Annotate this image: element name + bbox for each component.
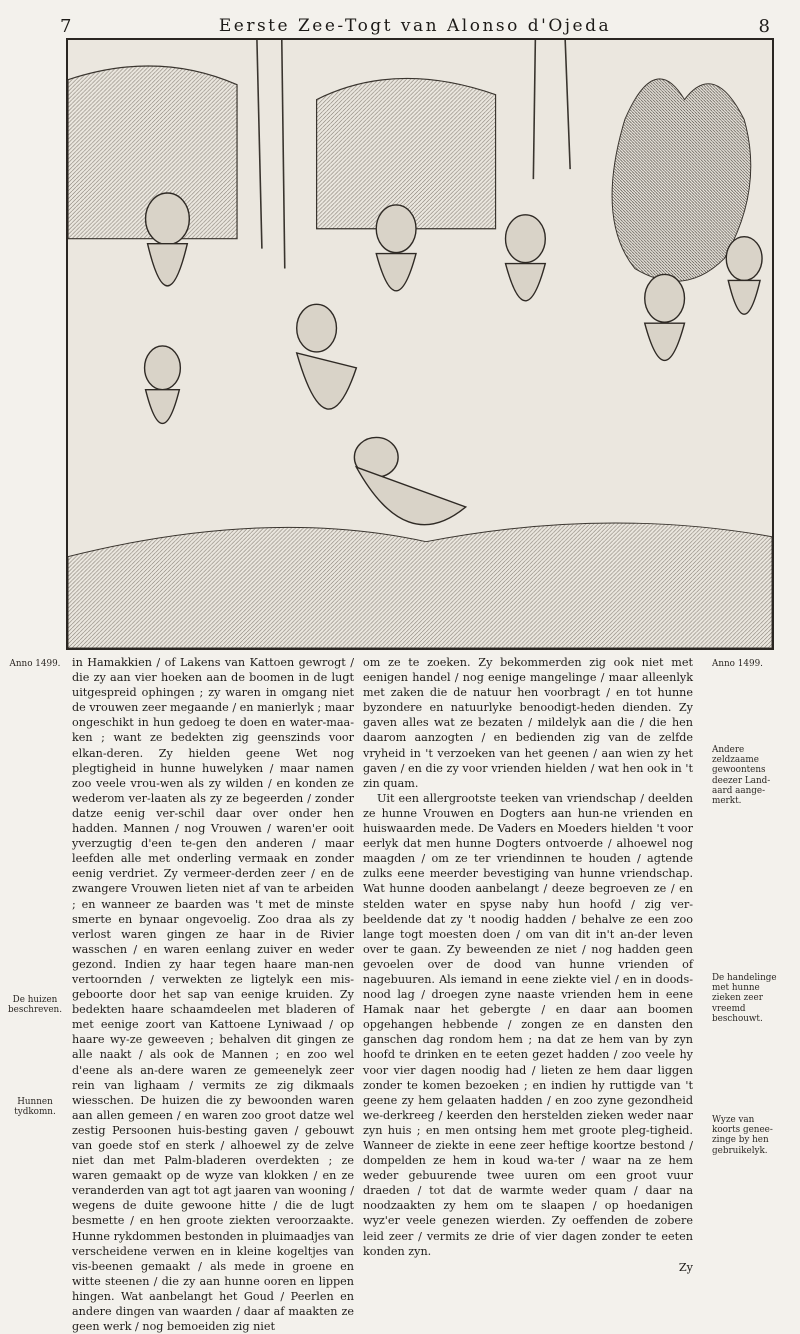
left-column — [72, 655, 354, 1334]
margin-year-right: Anno 1499. — [712, 659, 763, 669]
right-paragraph-1: om ze te zoeken. Zy bekommerden zig ook niet met eenigen handel / nog eenige mangelinge / maar alleenlyk met zaken die de natuur hen voorbragt / en tot hunne byzondere en natuurlyke benoodigt-heden dienden. Zy gaven alles wat ze bezaten / mildelyk aan die / die hen daarom aanzogten / en bedienden zig van de zelfde vryheid in 't verzoeken van het geenen / aan wien zy het gaven / en die zy voor vrienden hielden / wat hen ook in 't zin quam. — [363, 656, 693, 790]
margin-note-ornaments: Hunnen tydkomn. — [14, 1097, 56, 1118]
margin-note-sick: De handelinge met hunne zieken zeer vreemd beschouwt. — [712, 973, 777, 1024]
running-title: Eerste Zee-Togt van Alonso d'Ojeda — [218, 16, 612, 36]
right-paragraph-2: Uit een allergrootste teeken van vriendschap / deelden ze hunne Vrouwen en Dogters aan hun-ne vrienden en huiswaarden mede. De Vaders en Moeders hielden 't voor eerlyk dat men hunne Dogters ontvoerde / alhoewel nog maagden / om ze ter vriendinnen te houden / agtende zulks eene meerder bevestiging van hunne vriendschap. Wat hunne dooden aanbelangt / deeze begroeven ze / en stelden water en spyse naby hun hoofd / zig ver-beeldende dat zy 't noodig hadden / behalve ze een zoo lange togt moesten doen / om van dit in't an-der leven over te gaan. Zy beweenden ze niet / nog hadden geen gevoelen over de dood van hunne vrienden of nagebuuren. Als iemand in eene ziekte viel / en in doods-nood lag / droegen zyne naaste vrienden hem in eene Hamak naar het gebergte / en daar aan boomen opgehangen hebbende / zongen ze en dansten den ganschen dag rondom hem ; na dat ze hem van by zyn hoofd te drinken en te eeten gezet hadden / zoo veele hy voor vier dagen noodig had / lieten ze hem daar liggen zonder te komen bezoeken ; en indien hy ruttigde van 't geene zy hem gelaaten hadden / en zoo zyne gezondheid we-derkreeg / keerden den herstelden zieken weder naar zyn huis ; en men ontsing hem met groote pleg-tigheid. Wanneer de ziekte in eene zeer heftige koortze bestond / dompelden ze hem in koud wa-ter / waar na ze hem weder gebuurende twee uuren om een groot vuur draeden / tot dat de warmte weder quam / daar na noodzaakten zy hem om te slaapen / op hoedanigen wyz'er veele genezen wierden. Zy oeffenden de zobere leid zeer / vermits ze drie of vier dagen zonder te eeten konden zyn. — [363, 791, 693, 1258]
engraving-illustration — [66, 38, 774, 650]
margin-year-left: Anno 1499. — [9, 659, 61, 669]
engraving-scene — [68, 40, 772, 648]
margin-note-other: Andere zeldzaame gewoontens deezer Land-aard aange-merkt. — [712, 745, 771, 807]
margin-note-fever: Wyze van koorts genee-zinge by hen gebruikelyk. — [712, 1115, 773, 1156]
running-header — [60, 14, 770, 40]
margin-note-houses: De huizen beschreven. — [8, 995, 62, 1016]
catchword: Zy — [678, 1260, 693, 1274]
page-number-right: 8 — [758, 16, 770, 37]
page-number-left: 7 — [60, 16, 72, 37]
hut-center — [317, 78, 496, 228]
left-paragraph: in Hamakkien / of Lakens van Kattoen gewrogt / die zy aan vier hoeken aan de boomen in de lugt uitgespreid ophingen ; zy waren in omgang niet de vrouwen zeer megaande / en manierlyk ; maar ongeschikt in hun gedoeg te doen en water-maa-ken ; want ze bedekten zig geenszinds voor elkan-deren. Zy hielden geene Wet nog plegtigheid in hunne huwelyken / maar namen zoo veele vrou-wen als zy wilden / en konden ze wederom ver-laaten als zy ze begeerden / zonder datze eenig ver-schil daar over onder hen hadden. Mannen / nog Vrouwen / waren'er ooit yverzugtig d'een te-gen den anderen / maar leefden alle met onderling vermaak en zonder eenig verdriet. Zy vermeer-derden zeer / en de zwangere Vrouwen lieten niet af van te arbeiden ; en wanneer ze baarden was 't met de minste smerte en bynaar ongevoelig. Zoo draa als zy verlost waren gingen ze haar in de Rivier wasschen / en waren eenlang zuiver en weder gezond. Indien zy haar tegen haare man-nen vertoornden / verwekten ze ligtelyk een mis-geboorte door het sap van eenige kruiden. Zy bedekten haare schaamdeelen met bladeren of met eenige zoort van Kattoene Lyniwaad / op haare wy-ze geweeven ; behalven dit gingen ze alle naakt / als ook de Mannen ; en zoo wel d'eene als an-dere waren ze gemeenelyk zeer rein van lighaam / vermits ze zig dikmaals wiesschen. De huizen die zy bewoonden waren aan allen gemeen / en waren zoo groot datze wel zestig Persoonen huis-besting gaven / gebouwt van goede stof en sterk / alhoewel zy de zelve niet dan met Palm-bladeren overdekten ; ze waren gemaakt op de wyze van klokken / en ze veranderden van agt tot agt jaaren van wooning / wegens de duite gewoone hitte / die de lugt besmette / en hen groote ziekten veroorzaakte. Hunne rykdommen bestonden in pluimaadjes van verscheidene verwen en in kleine kogeltjes van vis-beenen gemaakt / als mede in groene en witte steenen / die zy aan hunne ooren en lippen hingen. Wat aanbelangt het Goud / Peerlen en andere dingen van waarden / daar af maakten ze geen werk / nog bemoeiden zig niet — [72, 656, 354, 1334]
right-column — [363, 655, 693, 1275]
body-text — [0, 655, 800, 1334]
